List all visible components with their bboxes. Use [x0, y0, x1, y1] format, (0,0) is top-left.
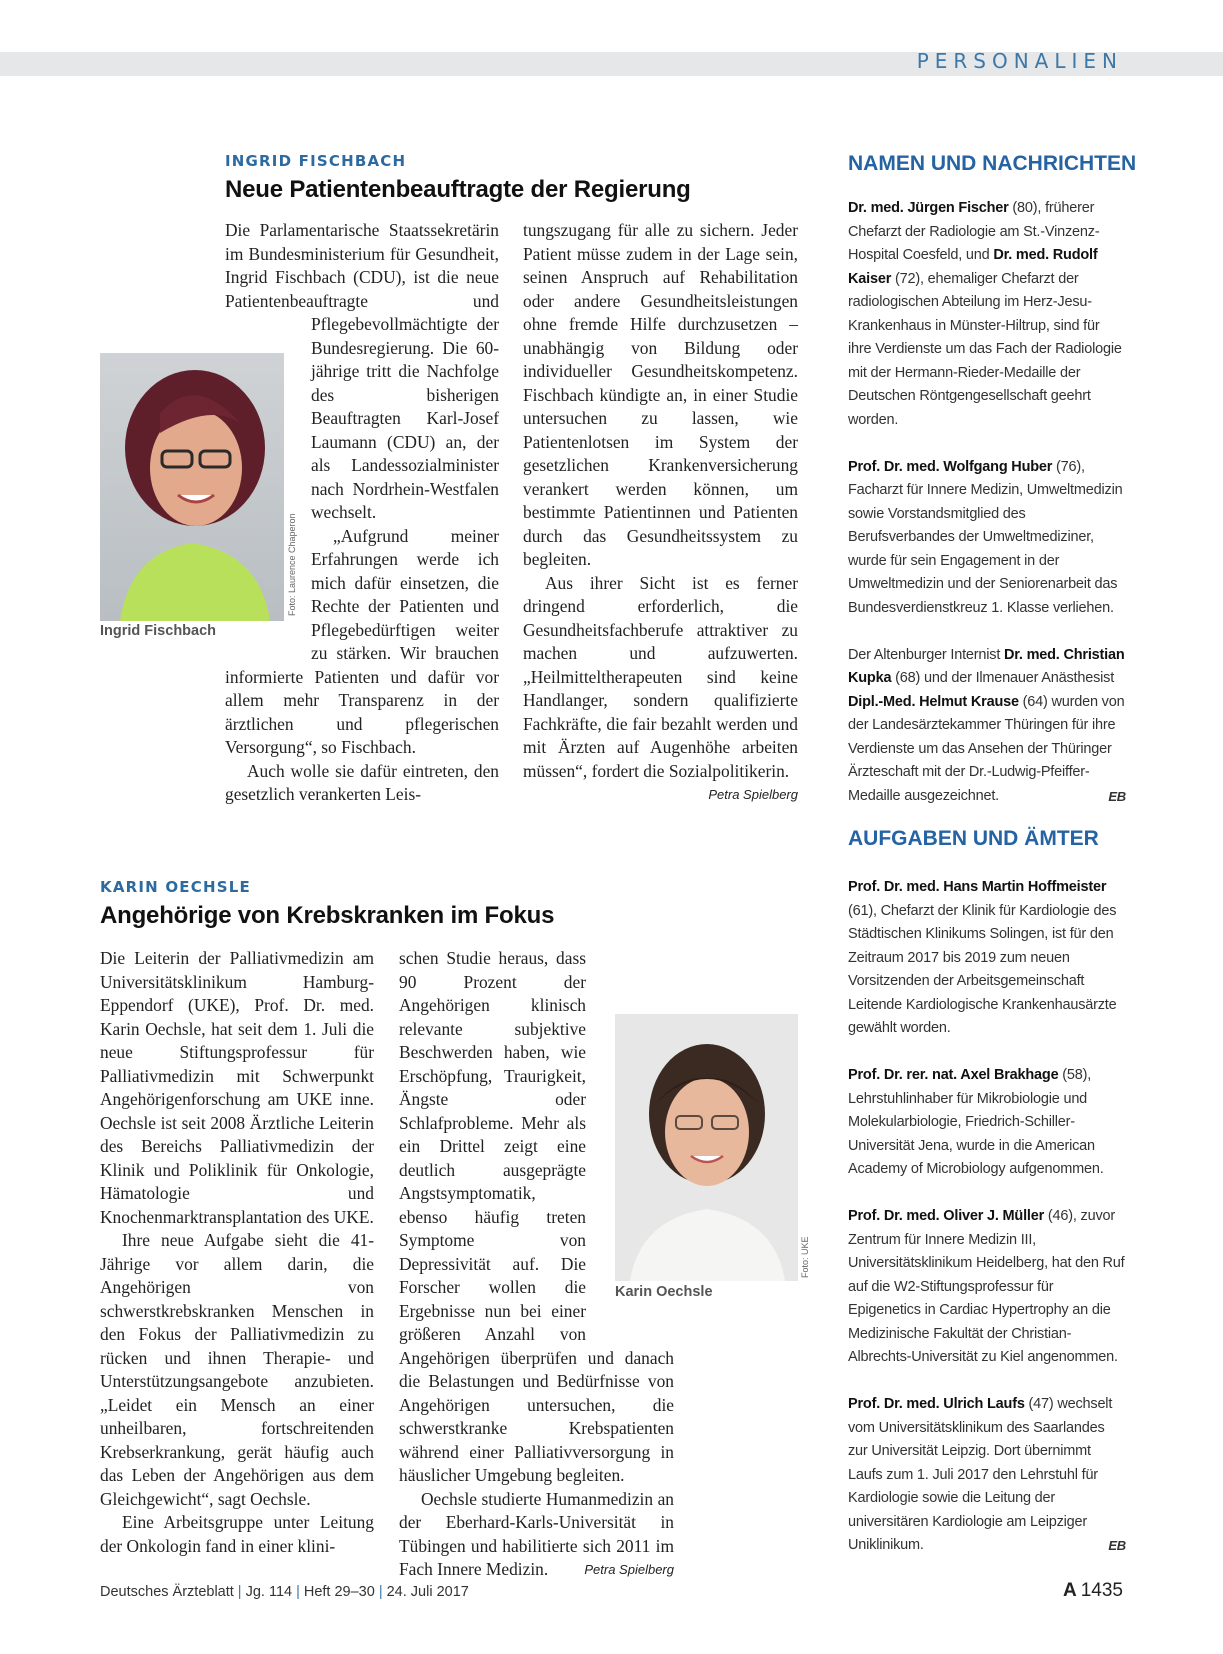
page-number — [1063, 1580, 1123, 1602]
paragraph-text: Aus ihrer Sicht ist es ferner dringend erforderlich, die Gesundheitsfachberufe attraktiver zu machen und aufzuwerten. „Heilmitteltherapeuten sind keine Handlanger, sondern qualifizierte Fachkräfte, die fair bezahlt werden und mit Ärzten auf Augenhöhe arbeiten müssen“, fordert die Sozialpolitikerin. — [523, 572, 798, 781]
article1-headline: Neue Patientenbeauftragte der Regierung — [225, 176, 691, 203]
entry-text: (80), früherer Chefarzt der Radiologie am St.-Vinzenz-Hospital Coesfeld, und — [848, 200, 1100, 263]
person-name: Dipl.-Med. Helmut Krause — [848, 693, 1019, 710]
section-label: PERSONALIEN — [916, 49, 1123, 73]
issue: Heft 29–30 — [303, 1584, 375, 1600]
paragraph — [399, 1488, 674, 1582]
entry-text: Der Altenburger Internist — [848, 646, 1004, 663]
paragraph: schen Studie heraus, dass 90 Prozent der Angehörigen klinisch relevante subjektive Beschwerden haben, wie Erschöpfung, Traurigkeit, Ängste oder Schlafprobleme. Mehr als ein Drittel zeigt eine deutlich ausgeprägte Angstsymptomatik, ebenso häufig treten Symptome von Depressivität auf. Die Forscher wollen die Ergebnisse nun bei einer größeren Anzahl von Angehörigen überprüfen und danach die Belastungen und Bedürfnisse von Angehörigen untersuchen, die schwerstkranke Krebspatienten während einer Palliativversorgung in häuslicher Umgebung begleiten. — [399, 948, 674, 1485]
entry-text: (72), ehemaliger Chefarzt der radiologischen Abteilung im Herz-Jesu-Krankenhaus in Münster-Hiltrup, sind für ihre Verdienste um das Fach der Radiologie mit der Hermann-Rieder-Medaille der Deutschen Röntgengesellschaft geehrt worden. — [848, 270, 1122, 428]
entry-text: (61), Chefarzt der Klinik für Kardiologie des Städtischen Klinikums Solingen, ist für den Zeitraum 2017 bis 2019 zum neuen Vorsitzenden der Arbeitsgemeinschaft Leitende Kardiologische Krankenhausärzte gewählt worden. — [848, 902, 1117, 1036]
paragraph: Die Parlamentarische Staatssekretärin im Bundesministerium für Gesundheit, Ingrid Fischbach (CDU), ist die neue Patientenbeauftragte und Pflegebevollmächtigte der Bundesregierung. Die 60-jährige tritt die Nachfolge des bisherigen Beauftragten Karl-Josef Laumann (CDU) an, der als Landessozialminister nach Nordrhein-Westfalen wechselt. — [225, 220, 499, 522]
karin-oechsle-photo — [615, 1014, 798, 1281]
person-name: Prof. Dr. rer. nat. Axel Brakhage — [848, 1067, 1059, 1083]
journal-name: Deutsches Ärzteblatt — [100, 1584, 234, 1600]
person-name: Prof. Dr. med. Ulrich Laufs — [848, 1396, 1025, 1412]
article2-author: Petra Spielberg — [584, 1562, 674, 1577]
entry-text: (46), zuvor Zentrum für Innere Medizin III, Universitätsklinikum Heidelberg, hat den Ruf auf die W2-Stiftungsprofessur für Epigenetics in Cardiac Hypertrophy an die Medizinische Fakultät der Christian-Albrechts-Universität zu Kiel angenommen. — [848, 1208, 1125, 1365]
separator: | — [296, 1584, 300, 1600]
paragraph-text: Oechsle studierte Humanmedizin an der Eberhard-Karls-Universität in Tübingen und habilitierte sich 2011 im Fach Innere Medizin. — [399, 1488, 674, 1579]
issue-date: 24. Juli 2017 — [386, 1584, 469, 1600]
sidebar-entry — [848, 456, 1126, 621]
separator: | — [237, 1584, 242, 1600]
paragraph — [523, 572, 798, 802]
article1-column-1 — [225, 219, 499, 807]
separator: | — [378, 1584, 383, 1600]
entry-text: (47) wechselt vom Universitätsklinikum des Saarlandes zur Universität Leipzig. Dort übernimmt Laufs zum 1. Juli 2017 den Lehrstuhl für Kardiologie sowie die Leitung der universitären Kardiologie am Leipziger Uniklinikum. — [848, 1396, 1113, 1553]
paragraph: Auch wolle sie dafür eintreten, den gesetzlich verankerten Leis- — [225, 760, 499, 804]
sidebar-entry — [848, 1205, 1126, 1370]
paragraph: tungszugang für alle zu sichern. Jeder Patient müsse zudem in der Lage sein, seinen Anspruch auf Rehabilitation oder andere Gesundheitsleistungen ohne fremde Hilfe durchzusetzen – unabhängig von Bildung oder individueller Gesundheitskompetenz. Fischbach kündigte an, in einer Studie untersuchen zu lassen, wie Patientenlotsen im System der gesetzlichen Krankenversicherung verankert werden können, um bestimmte Patientinnen und Patienten durch das Gesundheitssystem zu begleiten. — [523, 220, 798, 569]
person-name: Dr. med. Christian Kupka — [848, 646, 1125, 686]
sidebar-section-namen — [848, 197, 1126, 832]
paragraph: Ihre neue Aufgabe sieht die 41-Jährige vor allem darin, die Angehörigen von schwerstkrebskranken Menschen in den Fokus der Palliativmedizin zu rücken und ihnen Therapie- und Unterstützungsangebote anzubieten. „Leidet ein Mensch an einer unheilbaren, fortschreitenden Krebserkrankung, gerät häufig auch das Leben der Angehörigen aus dem Gleichgewicht“, sagt Oechsle. — [100, 1230, 374, 1509]
sidebar-entry — [848, 1393, 1126, 1558]
article1-author: Petra Spielberg — [708, 787, 798, 802]
article1-photo-caption: Ingrid Fischbach — [100, 623, 217, 639]
paragraph: „Aufgrund meiner Erfahrungen werde ich mich dafür einsetzen, die Rechte der Patienten und Pflegebedürftigen weiter zu stärken. Wir brauchen informierte Patienten und dafür vor allem mehr Transparenz in der ärztlichen und pflegerischen Versorgung“, so Fischbach. — [225, 525, 499, 757]
person-name: Dr. med. Jürgen Fischer — [848, 200, 1009, 216]
entry-text: (76), Facharzt für Innere Medizin, Umweltmedizin sowie Vorstandsmitglied des Berufsverbandes der Umweltmediziner, wurde für sein Engagement in der Umweltmedizin und der Seniorenarbeit das Bundesverdienstkreuz 1. Klasse verliehen. — [848, 458, 1123, 616]
editor-signature: EB — [1108, 788, 1126, 804]
article2-photo-credit: Foto: UKE — [800, 1236, 810, 1278]
footer-citation — [100, 1584, 469, 1600]
page-number-value: 1435 — [1080, 1580, 1123, 1601]
article1-kicker: INGRID FISCHBACH — [225, 152, 407, 170]
editor-signature: EB — [1108, 1538, 1126, 1553]
sidebar-entry — [848, 644, 1126, 809]
article2-headline: Angehörige von Krebskranken im Fokus — [100, 902, 555, 929]
person-name: Prof. Dr. med. Wolfgang Huber — [848, 458, 1053, 475]
paragraph: Die Leiterin der Palliativmedizin am Universitätsklinikum Hamburg-Eppendorf (UKE), Prof. Dr. med. Karin Oechsle, hat seit dem 1. Juli die neue Stiftungsprofessur für Palliativmedizin mit Schwerpunkt Angehörigenforschung am UKE inne. Oechsle ist seit 2008 Ärztliche Leiterin des Bereichs Palliativmedizin der Klinik und Poliklinik für Onkologie, Hämatologie und Knochenmarktransplantation des UKE. — [100, 948, 374, 1227]
entry-text: (68) und der Ilmenauer Anästhesist — [891, 670, 1115, 686]
person-name: Prof. Dr. med. Hans Martin Hoffmeister — [848, 879, 1107, 895]
volume: Jg. 114 — [245, 1584, 293, 1600]
entry-text: (58), Lehrstuhlinhaber für Mikrobiologie und Molekularbiologie, Friedrich-Schiller-Universität Jena, wurde in die American Academy of Microbiology aufgenommen. — [848, 1067, 1104, 1177]
sidebar-entry — [848, 197, 1126, 432]
article1-photo-credit: Foto: Laurence Chaperon — [287, 513, 297, 616]
sidebar-entry — [848, 1064, 1126, 1182]
entry-text: (64) wurden von der Landesärztekammer Thüringen für ihre Verdienste um das Ansehen der Thüringer Ärzteschaft mit der Dr.-Ludwig-Pfeiffer-Medaille ausgezeichnet. — [848, 693, 1125, 804]
person-name: Dr. med. Rudolf Kaiser — [848, 247, 1098, 287]
portrait-image — [615, 1014, 798, 1281]
sidebar-entry — [848, 876, 1126, 1041]
person-name: Prof. Dr. med. Oliver J. Müller — [848, 1208, 1045, 1224]
article2-photo-caption: Karin Oechsle — [615, 1284, 713, 1300]
article2-kicker: KARIN OECHSLE — [100, 878, 251, 896]
article1-column-2 — [523, 219, 798, 807]
paragraph: Eine Arbeitsgruppe unter Leitung der Onkologin fand in einer klini- — [100, 1512, 374, 1556]
page-prefix: A — [1062, 1580, 1077, 1601]
sidebar-title-namen-und-nachrichten: NAMEN UND NACHRICHTEN — [848, 152, 1137, 175]
sidebar-title-aufgaben-und-aemter: AUFGABEN UND ÄMTER — [848, 827, 1099, 850]
article2-column-1 — [100, 947, 374, 1558]
sidebar-section-aufgaben — [848, 876, 1126, 1581]
